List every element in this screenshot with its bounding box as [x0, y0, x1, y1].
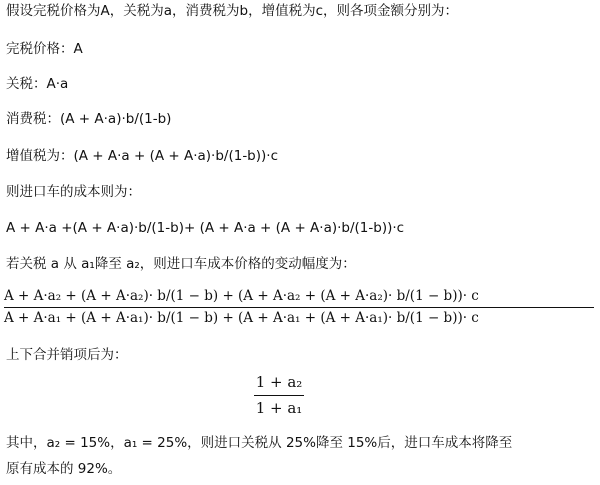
import-cost-formula: A + A·a +(A + A·a)·b/(1-b)+ (A + A·a + (A + A·a)·b/(1-b))·c	[6, 220, 405, 236]
intro-text: 假设完税价格为A，关税为a，消费税为b，增值税为c，则各项金额分别为：	[6, 3, 458, 19]
simplified-fraction-bar	[254, 395, 304, 396]
import-cost-label: 则进口车的成本则为：	[6, 184, 141, 200]
simplify-label: 上下合并销项后为：	[6, 347, 128, 363]
tariff-line: 关税：A·a	[6, 76, 69, 92]
customs-value-line: 完税价格：A	[6, 41, 83, 57]
vat-line: 增值税为：(A + A·a + (A + A·a)·b/(1-b))·c	[6, 148, 279, 164]
consumption-tax-line: 消费税：(A + A·a)·b/(1-b)	[6, 111, 172, 127]
ratio-denominator: A + A·a₁ + (A + A·a₁)· b/(1 − b) + (A + A·a₁ + (A + A·a₁)· b/(1 − b))· c	[4, 310, 479, 326]
conclusion-line-1: 其中，a₂ = 15%，a₁ = 25%，则进口关税从 25%降至 15%后，进口车成本将降至	[6, 435, 513, 451]
ratio-numerator: A + A·a₂ + (A + A·a₂)· b/(1 − b) + (A + A·a₂ + (A + A·a₂)· b/(1 − b))· c	[4, 288, 479, 304]
change-intro-text: 若关税 a 从 a₁降至 a₂，则进口车成本价格的变动幅度为：	[6, 256, 356, 272]
simplified-numerator: 1 + a₂	[255, 373, 303, 391]
simplified-denominator: 1 + a₁	[255, 399, 303, 417]
conclusion-line-2: 原有成本的 92%。	[6, 461, 122, 477]
